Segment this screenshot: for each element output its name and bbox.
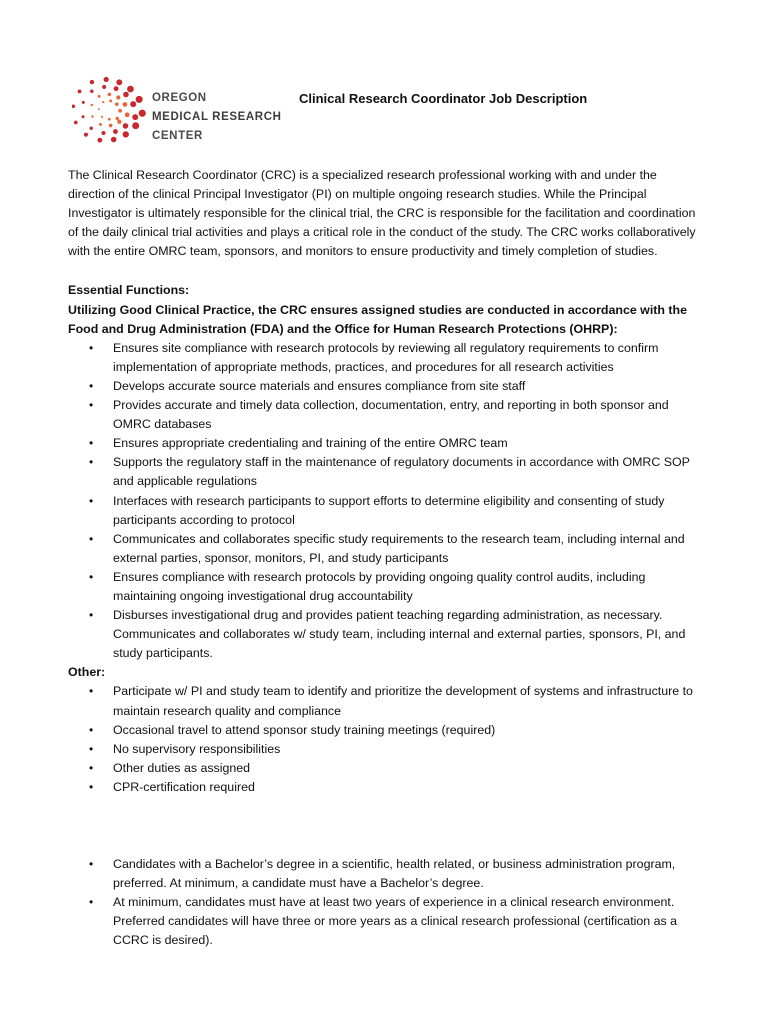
list-item [68,759,700,778]
logo-wordmark [152,89,282,146]
list-item-text: Ensures compliance with research protocols by providing ongoing quality control audits, including maintaining ongoing investigational drug accountability [113,569,646,603]
list-item [68,855,700,893]
logo-dot [130,101,136,107]
bullet-icon: • [89,398,94,413]
other-list [68,682,700,797]
logo-dot [111,137,117,143]
logo-dot [108,93,112,97]
list-item-text: Communicates and collaborates specific study requirements to the research team, including internal and external parties, sponsor, monitors, PI, and study participants [113,531,685,565]
list-item [68,682,700,720]
section-spacer [68,797,700,855]
logo-dot [78,89,82,93]
list-item-text: Ensures appropriate credentialing and training of the entire OMRC team [113,436,508,451]
logo-dot [74,121,78,125]
list-item-text: Participate w/ PI and study team to identify and prioritize the development of systems and infrastructure to maintain research quality and compliance [113,684,693,718]
list-item [68,530,700,568]
logo-dot [91,104,93,106]
list-item-text: Develops accurate source materials and ensures compliance from site staff [113,378,526,393]
list-item-text: Provides accurate and timely data collection, documentation, entry, and reporting in both sponsor and OMRC databases [113,398,669,432]
logo-line-center: CENTER [152,130,203,142]
logo-dot [90,90,93,93]
list-item-text: CPR-certification required [113,779,255,794]
logo-dot [117,120,121,124]
logo-dot [101,116,103,118]
logo-dot [82,101,85,104]
logo-dot [132,122,139,129]
logo-dot [123,92,129,98]
logo-dot [98,108,100,110]
document-title: Clinical Research Coordinator Job Description [299,91,588,106]
list-item [68,453,700,491]
logo-dot [109,100,112,103]
list-item-text: Interfaces with research participants to support efforts to determine eligibility and consenting of study participants according to protocol [113,493,665,527]
bullet-icon: • [89,895,94,910]
essential-functions-list [68,339,700,664]
bullet-icon: • [89,722,94,737]
logo-line-oregon: OREGON [152,92,207,104]
logo-dot [136,96,143,103]
list-item [68,721,700,740]
list-item [68,606,700,663]
logo-dot [118,109,122,113]
logo-dot [99,123,102,126]
omrc-logo [72,70,288,154]
logo-dot [104,77,109,82]
list-item [68,377,700,396]
list-item-text: No supervisory responsibilities [113,741,281,756]
bullet-icon: • [89,608,94,623]
list-item [68,568,700,606]
bullet-icon: • [89,741,94,756]
list-item-text: Other duties as assigned [113,760,251,775]
logo-dot [123,131,129,137]
logo-dot [123,102,128,107]
logo-dot [89,127,92,130]
list-item-text: Ensures site compliance with research protocols by reviewing all regulatory requirements to confirm implementation of appropriate methods, practices, and procedures for all research activities [113,340,659,374]
bullet-icon: • [89,455,94,470]
logo-dot [132,114,138,120]
logo-dot [123,123,129,129]
logo-dot [113,129,118,134]
bullet-icon: • [89,340,94,355]
dotted-swirl-logo-icon [72,70,148,150]
logo-dot [101,131,105,135]
bullet-icon: • [89,760,94,775]
logo-dot [115,102,119,106]
list-item-text: Supports the regulatory staff in the maintenance of regulatory documents in accordance with OMRC SOP and applicable regulations [113,455,690,489]
bullet-icon: • [89,684,94,699]
logo-dot [116,79,122,85]
intro-paragraph: The Clinical Research Coordinator (CRC) is a specialized research professional working with and under the direction of the clinical Principal Investigator (PI) on multiple ongoing research studies. While the Principal Investigator is ultimately responsible for the clinical trial, the CRC is responsible for the facilitation and coordination of the daily clinical trial activities and plays a critical role in the conduct of the study. The CRC works collaboratively with the entire OMRC team, sponsors, and monitors to ensure productivity and timely completion of studies. [68,168,696,259]
bullet-icon: • [89,531,94,546]
logo-dot [91,115,93,117]
qualifications-list [68,855,700,950]
bullet-icon: • [89,378,94,393]
list-item [68,339,700,377]
logo-dot [108,118,111,121]
list-item-text: At minimum, candidates must have at least two years of experience in a clinical research environment. Preferred candidates will have three or more years as a clinical research professional (certification as a CCRC is desired). [113,895,678,948]
logo-dot [102,85,106,89]
logo-line-medical-research: MEDICAL RESEARCH [152,111,282,123]
logo-dot [90,80,94,84]
bullet-icon: • [89,779,94,794]
logo-dot [127,86,134,93]
bullet-icon: • [89,493,94,508]
bullet-icon: • [89,436,94,451]
list-item-text: Disburses investigational drug and provides patient teaching regarding administration, as necessary. Communicates and collaborates w/ study team, including internal and external parties, sponsors, PI, and study participants. [113,608,686,661]
logo-dot [72,105,75,109]
list-item-text: Candidates with a Bachelor’s degree in a scientific, health related, or business administration program, preferred. At minimum, a candidate must have a Bachelor’s degree. [113,857,676,891]
logo-dot [139,110,146,117]
logo-dot [109,124,113,128]
list-item [68,893,700,950]
logo-dot [125,112,130,117]
other-heading: Other: [68,665,106,680]
list-item [68,740,700,759]
list-item-text: Occasional travel to attend sponsor study training meetings (required) [113,722,496,737]
essential-functions-subheading: Utilizing Good Clinical Practice, the CRC ensures assigned studies are conducted in accordance with the Food and Drug Administration (FDA) and the Office for Human Research Protections (OHRP): [68,302,687,336]
bullet-icon: • [89,857,94,871]
essential-functions-heading: Essential Functions: [68,283,190,298]
logo-dot [114,86,119,91]
logo-dot [97,138,102,143]
document-header [72,70,692,154]
document-body [68,166,700,950]
bullet-icon: • [89,569,94,584]
list-item [68,778,700,797]
logo-dot [102,101,104,103]
logo-dot [82,115,85,118]
logo-dot [116,117,119,120]
logo-dot [98,95,101,98]
list-item [68,492,700,530]
list-item [68,434,700,453]
logo-dot [84,133,88,137]
logo-dot [116,95,120,99]
list-item [68,396,700,434]
